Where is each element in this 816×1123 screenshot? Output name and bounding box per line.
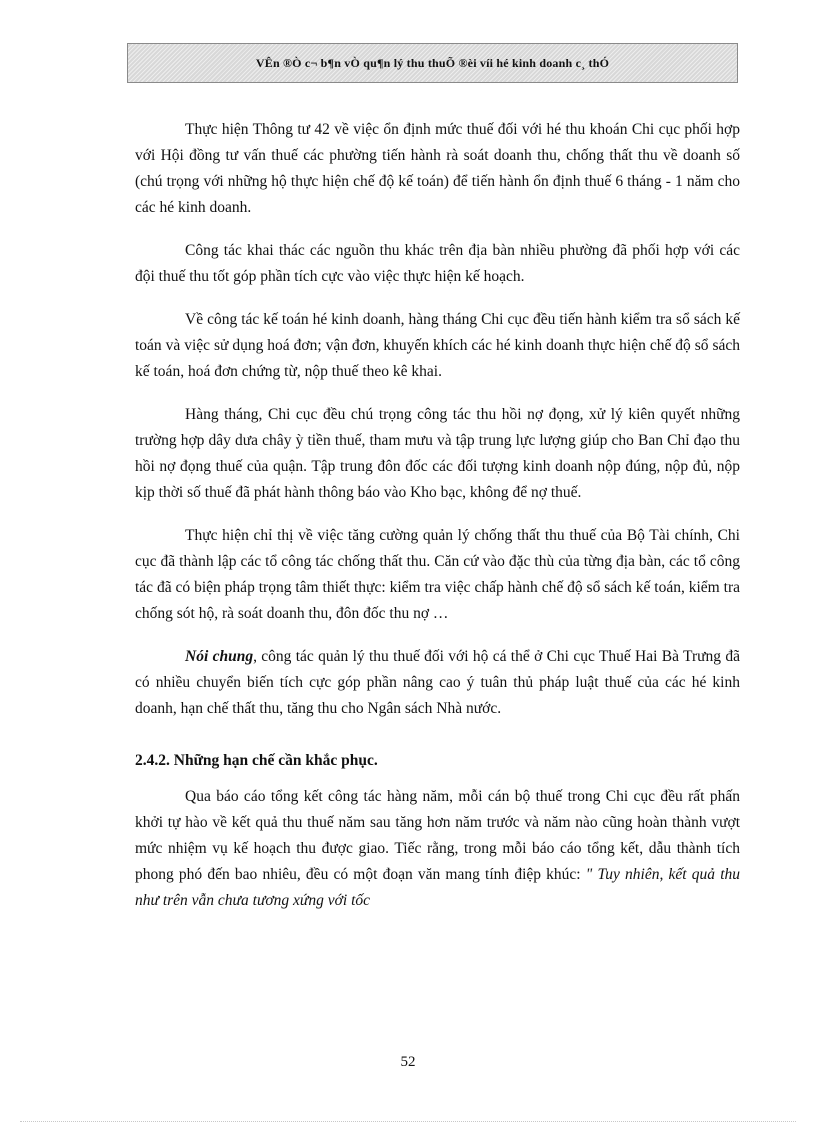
running-header	[127, 43, 738, 83]
paragraph-accounting: Về công tác kế toán hé kinh doanh, hàng tháng Chi cục đều tiến hành kiểm tra sổ sách kế toán và việc sử dụng hoá đơn; vận đơn, khuyến khích các hé kinh doanh thực hiện chế độ sổ sách kế toán, hoá đơn chứng từ, nộp thuế theo kê khai.	[135, 311, 740, 380]
paragraph-debt-recovery: Hàng tháng, Chi cục đều chú trọng công tác thu hồi nợ đọng, xử lý kiên quyết những trường hợp dây dưa chây ỳ tiền thuế, tham mưu và tập trung lực lượng giúp cho Ban Chỉ đạo thu hồi nợ đọng thuế của quận. Tập trung đôn đốc các đối tượng kinh doanh nộp đúng, nộp đủ, nộp kịp thời số thuế đã phát hành thông báo vào Kho bạc, không để nợ thuế.	[135, 406, 740, 501]
limitations-quote: " Tuy nhiên, kết quả thu như trên vẫn chưa tương xứng với tốc	[135, 866, 740, 909]
summary-lead: Nói chung	[185, 648, 254, 665]
paragraph-other-revenue: Công tác khai thác các nguồn thu khác trên địa bàn nhiều phường đã phối hợp với các đội thuế thu tốt góp phần tích cực vào việc thực hiện kế hoạch.	[135, 242, 740, 285]
page-body	[135, 117, 740, 931]
limitations-text: Qua báo cáo tổng kết công tác hàng năm, mỗi cán bộ thuế trong Chi cục đều rất phấn khởi tự hào về kết quả thu thuế năm sau tăng hơn năm trước và năm nào cũng hoàn thành vượt mức nhiệm vụ kế hoạch thu được giao. Tiếc rằng, trong mỗi báo cáo tổng kết, dẫu thành tích phong phó đến bao nhiêu, đều có một đoạn văn mang tính điệp khúc:	[135, 788, 740, 883]
section-heading: 2.4.2. Những hạn chế cần khắc phục.	[135, 752, 378, 769]
paragraph-anti-loss-directive: Thực hiện chỉ thị về việc tăng cường quản lý chống thất thu thuế của Bộ Tài chính, Chi cục đã thành lập các tổ công tác chống thất thu. Căn cứ vào đặc thù của từng địa bàn, các tổ công tác đã có biện pháp trọng tâm thiết thực: kiểm tra việc chấp hành chế độ sổ sách kế toán, kiểm tra chống sót hộ, rà soát doanh thu, đôn đốc thu nợ …	[135, 527, 740, 622]
footer-divider	[20, 1121, 796, 1122]
page-number: 52	[400, 1054, 416, 1070]
paragraph-circular-42: Thực hiện Thông tư 42 về việc ổn định mức thuế đối với hé thu khoán Chi cục phối hợp với Hội đồng tư vấn thuế các phường tiến hành rà soát doanh thu, chống thất thu về doanh số (chú trọng với những hộ thực hiện chế độ kế toán) để tiến hành ổn định thuế 6 tháng - 1 năm cho các hé kinh doanh.	[135, 121, 740, 216]
paragraph-summary	[135, 644, 740, 722]
running-header-title: VÊn ®Ò c¬ b¶n vÒ qu¶n lý thu thuÕ ®èi víi hé kinh doanh c¸ thÓ	[255, 55, 610, 70]
paragraph-limitations	[135, 784, 740, 914]
summary-text: , công tác quản lý thu thuế đối với hộ cá thể ở Chi cục Thuế Hai Bà Trưng đã có nhiều chuyển biến tích cực góp phần nâng cao ý tuân thủ pháp luật thuế của các hé kinh doanh, hạn chế thất thu, tăng thu cho Ngân sách Nhà nước.	[135, 648, 740, 717]
